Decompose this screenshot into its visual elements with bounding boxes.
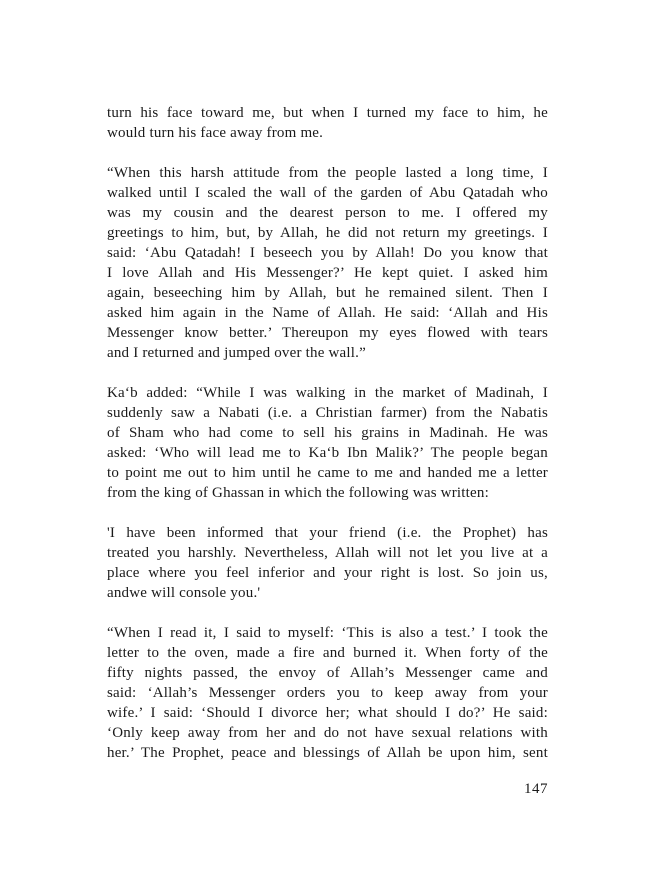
text-line: turn his face toward me, but when I turned my face to him, he bbox=[107, 105, 548, 121]
text-line: of Sham who had come to sell his grains in Madinah. He was bbox=[107, 425, 548, 441]
text-line: Ka‘b added: “While I was walking in the market of Madinah, I bbox=[107, 385, 548, 401]
page-number: 147 bbox=[524, 781, 548, 797]
text-line: asked: ‘Who will lead me to Ka‘b Ibn Malik?’ The people began bbox=[107, 445, 548, 461]
text-line: “When this harsh attitude from the people lasted a long time, I bbox=[107, 165, 548, 181]
text-line: andwe will console you.' bbox=[107, 585, 261, 601]
text-line: suddenly saw a Nabati (i.e. a Christian farmer) from the Nabatis bbox=[107, 405, 548, 421]
text-line: greetings to him, but, by Allah, he did not return my greetings. I bbox=[107, 225, 548, 241]
text-line: ‘Only keep away from her and do not have sexual relations with bbox=[107, 725, 548, 741]
text-line: her.’ The Prophet, peace and blessings of Allah be upon him, sent bbox=[107, 745, 548, 761]
text-line: was my cousin and the dearest person to me. I offered my bbox=[107, 205, 548, 221]
text-line: from the king of Ghassan in which the following was written: bbox=[107, 485, 489, 501]
text-line: asked him again in the Name of Allah. He said: ‘Allah and His bbox=[107, 305, 548, 321]
text-line: letter to the oven, made a fire and burned it. When forty of the bbox=[107, 645, 548, 661]
text-line: place where you feel inferior and your right is lost. So join us, bbox=[107, 565, 548, 581]
text-line: again, beseeching him by Allah, but he remained silent. Then I bbox=[107, 285, 548, 301]
text-line: wife.’ I said: ‘Should I divorce her; what should I do?’ He said: bbox=[107, 705, 548, 721]
text-line: and I returned and jumped over the wall.” bbox=[107, 345, 366, 361]
text-line: I love Allah and His Messenger?’ He kept quiet. I asked him bbox=[107, 265, 548, 281]
text-line: said: ‘Abu Qatadah! I beseech you by Allah! Do you know that bbox=[107, 245, 548, 261]
text-line: to point me out to him until he came to me and handed me a letter bbox=[107, 465, 548, 481]
text-line: walked until I scaled the wall of the garden of Abu Qatadah who bbox=[107, 185, 548, 201]
text-line: fifty nights passed, the envoy of Allah’s Messenger came and bbox=[107, 665, 548, 681]
text-line: “When I read it, I said to myself: ‘This is also a test.’ I took the bbox=[107, 625, 548, 641]
text-line: treated you harshly. Nevertheless, Allah will not let you live at a bbox=[107, 545, 548, 561]
paragraph bbox=[107, 163, 548, 363]
text-line: said: ‘Allah’s Messenger orders you to keep away from your bbox=[107, 685, 548, 701]
text-line: would turn his face away from me. bbox=[107, 125, 324, 141]
paragraph bbox=[107, 523, 548, 603]
paragraph bbox=[107, 623, 548, 763]
paragraph bbox=[107, 383, 548, 503]
text-line: 'I have been informed that your friend (i.e. the Prophet) has bbox=[107, 525, 548, 541]
text-block bbox=[107, 103, 548, 783]
text-line: Messenger know better.’ Thereupon my eyes flowed with tears bbox=[107, 325, 548, 341]
paragraph bbox=[107, 103, 548, 143]
